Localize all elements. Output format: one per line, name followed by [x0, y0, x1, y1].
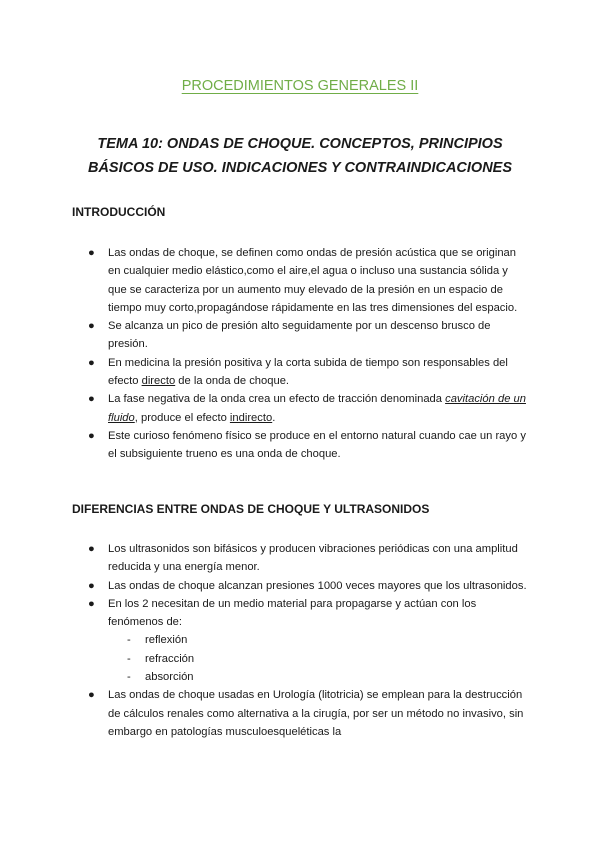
bullet-icon: ●	[88, 247, 95, 259]
sub-list-item	[127, 631, 528, 649]
bullet-icon: ●	[88, 320, 95, 333]
bullet-icon: ●	[88, 689, 95, 702]
list-item	[88, 577, 528, 595]
list-item-text: Este curioso fenómeno físico se produce en el entorno natural cuando cae un rayo y el subsiguiente trueno es una onda de choque.	[108, 429, 526, 461]
diferencias-list	[88, 540, 528, 741]
bullet-icon: ●	[88, 579, 95, 592]
sub-list-item	[127, 668, 528, 686]
list-item	[88, 390, 528, 427]
sub-list-item-text: reflexión	[145, 634, 188, 647]
bullet-icon: ●	[88, 597, 95, 610]
underlined-term-cavitacion: cavitación de un fluido	[108, 393, 526, 424]
introduccion-list	[88, 244, 528, 464]
list-item-text: En medicina la presión positiva y la corta subida de tiempo son responsables del efecto	[108, 356, 508, 388]
list-item	[88, 427, 528, 464]
list-item-text: .	[272, 411, 276, 424]
fenomenos-sublist	[108, 631, 528, 686]
dash-icon: -	[127, 634, 131, 647]
bullet-icon: ●	[88, 356, 95, 369]
list-item-text: Las ondas de choque, se definen como ondas de presión acústica que se originan en cualquier medio elástico,como el aire,el agua o incluso una sustancia sólida y que se caracteriza por un aumento muy elevado de la presión en un espacio de tiempo muy corto,propagándose rápidamente en las tres dimensiones del espacio.	[108, 247, 518, 314]
section-heading-diferencias: DIFERENCIAS ENTRE ONDAS DE CHOQUE Y ULTRASONIDOS	[72, 502, 430, 516]
underlined-term-indirecto: indirecto	[229, 411, 273, 424]
list-item	[88, 595, 528, 686]
list-item-text: Las ondas de choque usadas en Urología (litotricia) se emplean para la destrucción de cálculos renales como alternativa a la cirugía, por ser un método no invasivo, sin embargo en patologías musculoesqueléticas la	[108, 689, 524, 738]
underlined-term-directo: directo	[141, 375, 176, 388]
list-item-text: Los ultrasonidos son bifásicos y producen vibraciones periódicas con una amplitud reducida y una energía menor.	[108, 543, 518, 574]
list-item-text: Se alcanza un pico de presión alto seguidamente por un descenso brusco de presión.	[108, 320, 491, 351]
list-item	[88, 244, 528, 317]
section-heading-introduccion: INTRODUCCIÓN	[72, 205, 166, 219]
sub-list-item	[127, 650, 528, 668]
list-item-text: Las ondas de choque alcanzan presiones 1000 veces mayores que los ultrasonidos.	[108, 579, 527, 592]
list-item-text: En los 2 necesitan de un medio material para propagarse y actúan con los fenómenos de:	[108, 597, 477, 629]
topic-title-line-2: BÁSICOS DE USO. INDICACIONES Y CONTRAINDICACIONES	[87, 160, 513, 176]
list-item	[88, 354, 528, 391]
list-item-text: La fase negativa de la onda crea un efecto de tracción denominada	[108, 393, 446, 406]
topic-title-line-1: TEMA 10: ONDAS DE CHOQUE. CONCEPTOS, PRINCIPIOS	[97, 136, 503, 152]
topic-title	[60, 132, 540, 180]
list-item	[88, 540, 528, 577]
sub-list-item-text: refracción	[145, 652, 195, 665]
list-item	[88, 686, 528, 741]
dash-icon: -	[127, 671, 131, 684]
list-item	[88, 317, 528, 354]
bullet-icon: ●	[88, 429, 95, 442]
sub-list-item-text: absorción	[145, 671, 194, 684]
list-item-text: de la onda de choque.	[175, 375, 290, 388]
bullet-icon: ●	[88, 393, 95, 406]
bullet-icon: ●	[88, 543, 95, 555]
document-title: PROCEDIMIENTOS GENERALES II	[181, 78, 419, 94]
list-item-text: , produce el efecto	[134, 411, 230, 424]
dash-icon: -	[127, 652, 131, 665]
